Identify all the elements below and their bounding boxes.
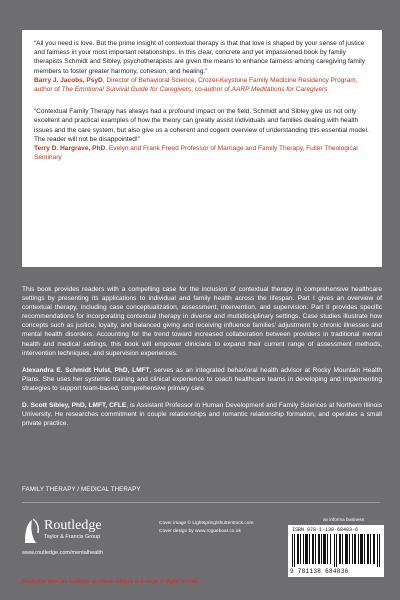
endorsement-attribution-1 <box>34 76 372 94</box>
barcode-icon <box>292 534 380 567</box>
author-name-1: Alexandra E. Schmidt Hulst, PhD, LMFT <box>22 366 150 374</box>
subject-category: FAMILY THERAPY / MEDICAL THERAPY <box>22 486 141 493</box>
publisher-name: Routledge <box>44 518 102 533</box>
endorsement-attribution-2 <box>34 144 372 162</box>
endorsement-quote-2: “Contextual Family Therapy has always had a profound impact on the field. Schmidt and Sibley give us not only excellent and practical examples of how the theory can greatly assist individuals and families dealing with health issues and the care system, but also give us a coherent and cogent overview of understanding this essential model. The reader will not be disappointed!” <box>34 108 369 143</box>
endorser-book-2: AARP Meditations for Caregivers <box>231 86 328 94</box>
author-name-2: D. Scott Sibley, PhD, LMFT, CFLE <box>22 402 127 410</box>
publisher-url[interactable]: www.routledge.com/mentalhealth <box>22 550 104 556</box>
book-description <box>22 285 382 436</box>
routledge-icon <box>22 517 42 545</box>
author-bio-1 <box>22 366 382 393</box>
cover-credits <box>159 520 279 536</box>
endorser-title-2: , Evelyn and Frank Freed Professor of Marriage and Family Therapy, Fuller Theological Seminary <box>34 145 358 162</box>
cover-image-credit: Cover image © Lightspring/shutterstock.com <box>159 521 254 526</box>
endorsement-quote-1: “All you need is love. But the prime insight of contextual therapy is that that love is shaped by your sense of justice and fairness in your most important relationships. In this clear, concrete and yet impassioned book by family therapists Schmidt and Sibley, psychotherapists are given the means to enhance fairness among caregiving family members to foster greater harmony, cohesion, and healing.” <box>34 40 366 75</box>
publisher-logo <box>22 517 172 557</box>
description-paragraph: This book provides readers with a compelling case for the inclusion of contextual therapy in comprehensive healthcare settings by presenting its applications to individual and family health across the lifespan. Part I gives an overview of contextual therapy, including case conceptualization, assessment, intervention, and supervision. Part II provides specific recommendations for incorporating contextual therapy in diverse and multidisciplinary settings. Case studies illustrate how concepts such as justice, loyalty, and balanced giving and receiving influence families’ adjustment to chronic illnesses and mental health disorders. Accounting for the trend toward increased collaboration between providers in traditional mental health and medical settings, this book will empower clinicians to expand their current range of assessment methods, intervention techniques, and supervision experiences. <box>22 286 382 357</box>
author-bio-text-1: , serves as an integrated behavioral health advisor at Rocky Mountain Health Plans. She uses her systemic training and clinical experience to coach healthcare teams in developing and implementing strategies to support team-based, comprehensive primary care. <box>22 366 382 392</box>
barcode-number: 9 781138 684836 <box>290 568 349 575</box>
author-bio-text-2: , is Assistant Professor in Human Development and Family Sciences at Northern Illinois University. He researches commitment in couple relationships and romantic relationship formation, and operates a small private practice. <box>22 402 382 428</box>
endorsement-box <box>22 30 382 267</box>
barcode-box <box>288 525 384 577</box>
endorser-name-1: Barry J. Jacobs, PsyD <box>34 76 103 84</box>
author-bio-2 <box>22 401 382 428</box>
ebook-note: Routledge titles are available as eBook editions in a range of digital formats <box>22 579 199 585</box>
barcode-area <box>288 513 388 578</box>
cover-design-credit: Cover design by www.rogueboar.co.uk <box>159 529 241 534</box>
endorser-title-1b: , co-author of <box>191 86 232 94</box>
informa-tagline: an informa business <box>323 517 365 522</box>
endorser-name-2: Terry D. Hargrave, PhD <box>34 145 106 153</box>
divider <box>22 502 380 503</box>
publisher-group: Taylor & Francis Group <box>44 534 101 540</box>
endorser-book-1: The Emotional Survival Guide for Caregivers <box>61 86 192 94</box>
isbn-label: ISBN 978-1-138-68483-6 <box>292 527 359 533</box>
endorser-title-1a: , Director of Behavioral Science, Crozer-Keystone Family Medicine Residency Program, author of <box>34 76 358 94</box>
